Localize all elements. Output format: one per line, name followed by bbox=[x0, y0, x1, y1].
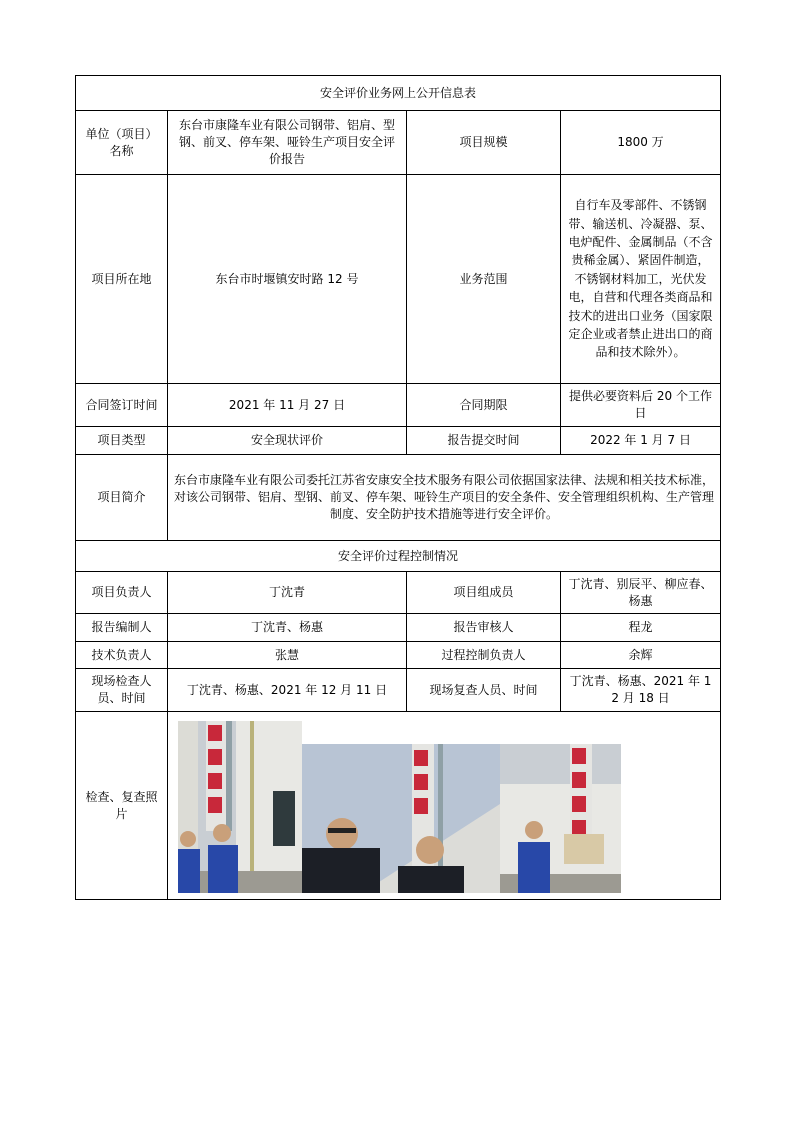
location-label: 项目所在地 bbox=[76, 175, 168, 384]
contract-time-label: 合同签订时间 bbox=[76, 384, 168, 427]
recheck-label: 现场复查人员、时间 bbox=[407, 669, 561, 712]
photos-strip bbox=[168, 713, 720, 899]
inspection-photo-1 bbox=[178, 721, 302, 893]
unit-label: 单位（项目）名称 bbox=[76, 111, 168, 175]
submit-time-label: 报告提交时间 bbox=[407, 427, 561, 455]
inspection-photo-3 bbox=[500, 744, 621, 893]
type-value: 安全现状评价 bbox=[168, 427, 407, 455]
inspection-photo-2 bbox=[302, 744, 500, 893]
process-value: 余辉 bbox=[561, 642, 721, 669]
compiler-value: 丁沈青、杨惠 bbox=[168, 614, 407, 642]
submit-time-value: 2022 年 1 月 7 日 bbox=[561, 427, 721, 455]
photos-label: 检查、复查照片 bbox=[76, 712, 168, 900]
process-label: 过程控制负责人 bbox=[407, 642, 561, 669]
members-label: 项目组成员 bbox=[407, 572, 561, 614]
reviewer-value: 程龙 bbox=[561, 614, 721, 642]
members-value: 丁沈青、别辰平、柳应春、杨惠 bbox=[561, 572, 721, 614]
photos-cell bbox=[168, 712, 721, 900]
intro-value: 东台市康隆车业有限公司委托江苏省安康安全技术服务有限公司依据国家法律、法规和相关技术标准，对该公司钢带、铝肩、型钢、前叉、停车架、哑铃生产项目的安全条件、安全管理组织机构、生产管理制度、安全防护技术措施等进行安全评价。 bbox=[168, 455, 721, 541]
scope-label: 业务范围 bbox=[407, 175, 561, 384]
reviewer-label: 报告审核人 bbox=[407, 614, 561, 642]
tech-label: 技术负责人 bbox=[76, 642, 168, 669]
scope-value: 自行车及零部件、不锈钢带、输送机、冷凝器、泵、电炉配件、金属制品（不含贵稀金属）、紧固件制造，不锈钢材料加工，光伏发电，自营和代理各类商品和技术的进出口业务（国家限定企业或者禁止进出口的商品和技术除外）。 bbox=[561, 175, 721, 384]
scale-label: 项目规模 bbox=[407, 111, 561, 175]
recheck-value: 丁沈青、杨惠、2021 年 12 月 18 日 bbox=[561, 669, 721, 712]
inspect-value: 丁沈青、杨惠、2021 年 12 月 11 日 bbox=[168, 669, 407, 712]
table-title: 安全评价业务网上公开信息表 bbox=[76, 76, 721, 111]
type-label: 项目类型 bbox=[76, 427, 168, 455]
contract-time-value: 2021 年 11 月 27 日 bbox=[168, 384, 407, 427]
inspect-label: 现场检查人员、时间 bbox=[76, 669, 168, 712]
scale-value: 1800 万 bbox=[561, 111, 721, 175]
intro-label: 项目简介 bbox=[76, 455, 168, 541]
tech-value: 张慧 bbox=[168, 642, 407, 669]
compiler-label: 报告编制人 bbox=[76, 614, 168, 642]
disclosure-table bbox=[75, 75, 721, 900]
contract-period-label: 合同期限 bbox=[407, 384, 561, 427]
unit-value: 东台市康隆车业有限公司钢带、铝肩、型钢、前叉、停车架、哑铃生产项目安全评价报告 bbox=[168, 111, 407, 175]
section2-title: 安全评价过程控制情况 bbox=[76, 541, 721, 572]
leader-value: 丁沈青 bbox=[168, 572, 407, 614]
leader-label: 项目负责人 bbox=[76, 572, 168, 614]
location-value: 东台市时堰镇安时路 12 号 bbox=[168, 175, 407, 384]
contract-period-value: 提供必要资料后 20 个工作日 bbox=[561, 384, 721, 427]
